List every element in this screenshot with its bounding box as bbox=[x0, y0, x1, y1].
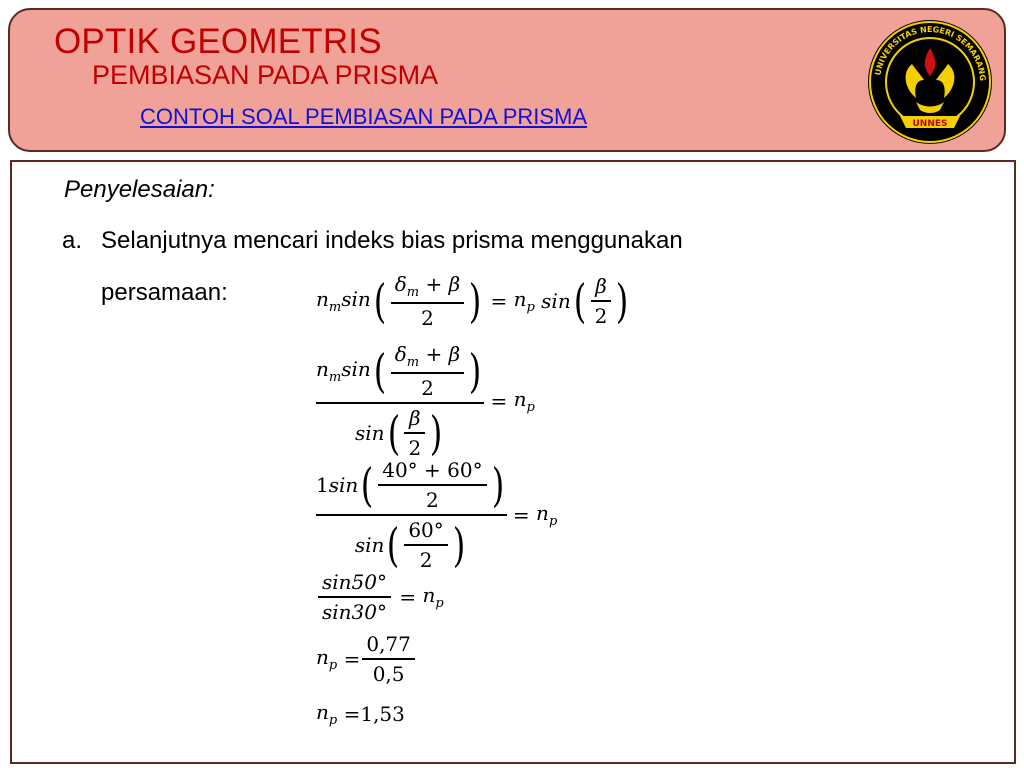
equation-3: 1 sin ( $\frac{40^\circ + 60^\circ}{2}$ ) sin ( $\frac{60^\circ}{2}$ ) = $n_p$ bbox=[316, 458, 558, 572]
list-item-text: Selanjutnya mencari indeks bias prisma menggunakan bbox=[101, 227, 683, 254]
page-subtitle: PEMBIASAN PADA PRISMA bbox=[92, 60, 439, 90]
equation-4: $\frac{\sin 50^\circ}{\sin 30^\circ}$ = $n_p$ bbox=[316, 570, 444, 624]
list-marker: a. bbox=[62, 227, 83, 254]
equation-1: $n_m\sin$ ( $\frac{\delta_m + \beta}{2}$ ) = $n_p$ sin ( $\frac{\beta}{2}$ ) bbox=[316, 272, 629, 330]
equation-6: $n_p$ = 1,53 bbox=[316, 700, 405, 728]
section-link[interactable]: CONTOH SOAL PEMBIASAN PADA PRISMA bbox=[140, 104, 588, 129]
solution-heading: Penyelesaian: bbox=[64, 176, 215, 203]
equation-2: $n_m\sin$ ( $\frac{\delta_m + \beta}{2}$ ) sin ( $\frac{\beta}{2}$ ) = $n_p$ bbox=[316, 342, 535, 460]
equation-5: $n_p$ = $\frac{0,77}{0,5}$ bbox=[316, 632, 417, 686]
list-item-text-continued: persamaan: bbox=[101, 279, 228, 306]
unnes-logo-icon bbox=[866, 18, 994, 146]
page-title: OPTIK GEOMETRIS bbox=[54, 22, 382, 61]
logo-ring-text: UNIVERSITAS NEGERI SEMARANG bbox=[873, 24, 988, 82]
logo-banner-text: UNNES bbox=[912, 119, 948, 129]
